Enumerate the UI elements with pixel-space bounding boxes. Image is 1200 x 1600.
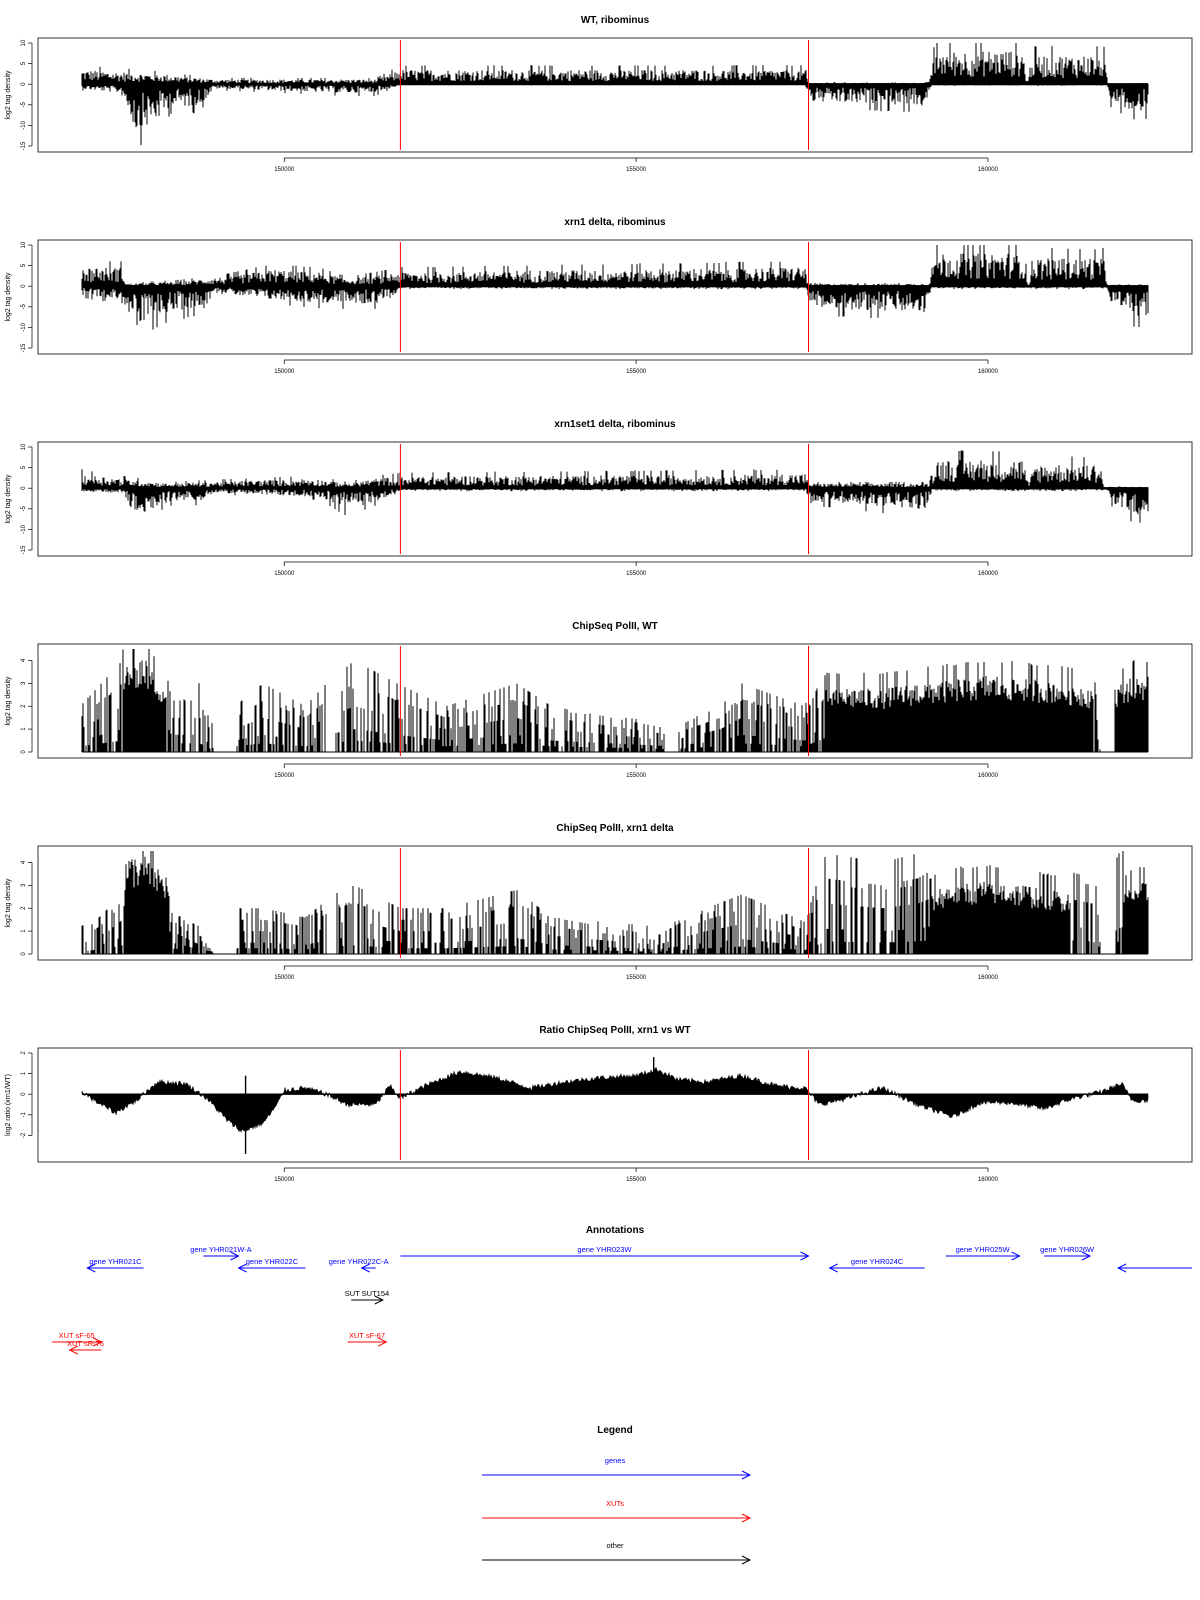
y-axis-label: log2 ratio (xrn1/WT) <box>5 1074 12 1136</box>
x-tick-label: 160000 <box>977 773 998 779</box>
plot-frame <box>38 240 1192 354</box>
y-tick-label: -5 <box>21 102 27 108</box>
x-tick-label: 155000 <box>626 167 647 173</box>
legend-title: Legend <box>597 1425 633 1436</box>
plus-strand-bars <box>82 245 1148 286</box>
y-tick-label: 0 <box>21 1092 27 1096</box>
y-tick-label: 0 <box>21 486 27 490</box>
x-axis <box>274 360 998 375</box>
x-tick-label: 155000 <box>626 369 647 375</box>
y-tick-label: 0 <box>21 284 27 288</box>
annotations-title: Annotations <box>585 1225 645 1236</box>
y-axis-label: log2 tag density <box>5 272 12 322</box>
y-tick-label: 0 <box>21 82 27 86</box>
y-axis <box>5 1051 32 1138</box>
y-tick-label: 5 <box>21 61 27 66</box>
y-tick-label: 2 <box>21 1051 27 1055</box>
feature-label: XUT sF-65 <box>58 1331 95 1340</box>
y-tick-label: 1 <box>21 929 27 933</box>
plot-frame <box>38 38 1192 152</box>
density-bars <box>82 851 1148 954</box>
data-ratio-xrn1-wt <box>82 1057 1148 1154</box>
panel-xrn1-ribominus <box>5 217 1192 375</box>
feature-label: XUT sF-67 <box>348 1331 386 1340</box>
x-tick-label: 155000 <box>626 1177 647 1183</box>
panel-title: ChipSeq PolII, xrn1 delta <box>556 823 674 834</box>
plus-strand-bars <box>82 43 1148 84</box>
gene-feature <box>87 1257 143 1272</box>
panel-title: ChipSeq PolII, WT <box>572 621 658 632</box>
x-tick-label: 150000 <box>274 571 295 577</box>
feature-label: gene YHR024C <box>850 1257 904 1266</box>
y-tick-label: -10 <box>21 121 27 130</box>
data-chipseq-wt <box>82 649 1148 752</box>
x-tick-label: 150000 <box>274 1177 295 1183</box>
y-axis-label: log2 tag density <box>5 878 12 928</box>
legend-item <box>482 1541 750 1564</box>
feature-label: gene YHR022C <box>245 1257 299 1266</box>
y-tick-label: -5 <box>21 304 27 310</box>
track-panels <box>5 15 1192 1183</box>
gene-feature <box>239 1257 306 1272</box>
minus-strand-bars <box>82 286 1148 329</box>
feature-label: gene YHR023W <box>577 1245 632 1254</box>
panel-title: xrn1 delta, ribominus <box>564 217 666 228</box>
ratio-area <box>82 1068 1148 1132</box>
y-axis-label: log2 tag density <box>5 676 12 726</box>
y-tick-label: 0 <box>21 952 27 956</box>
panel-title: xrn1set1 delta, ribominus <box>554 419 676 430</box>
x-tick-label: 155000 <box>626 773 647 779</box>
legend-item <box>482 1456 750 1479</box>
feature-label: gene YHR021C <box>89 1257 142 1266</box>
x-tick-label: 155000 <box>626 975 647 981</box>
plus-strand-bars <box>82 450 1148 488</box>
legend <box>482 1425 750 1564</box>
x-tick-label: 160000 <box>977 369 998 375</box>
xut-feature <box>67 1339 104 1354</box>
y-tick-label: -2 <box>21 1132 27 1139</box>
x-tick-label: 150000 <box>274 773 295 779</box>
x-tick-label: 150000 <box>274 369 295 375</box>
annotation-track <box>52 1225 1192 1354</box>
y-tick-label: 3 <box>21 883 27 888</box>
y-axis <box>5 860 32 956</box>
x-tick-label: 160000 <box>977 167 998 173</box>
y-tick-label: 2 <box>21 704 27 708</box>
legend-label: other <box>606 1541 624 1550</box>
y-tick-label: -10 <box>21 525 27 534</box>
legend-arrow <box>482 1556 750 1564</box>
feature-label: XUT sR-76 <box>67 1339 104 1348</box>
x-tick-label: 160000 <box>977 571 998 577</box>
data-xrn1-ribominus <box>82 245 1148 330</box>
y-axis <box>5 241 32 352</box>
x-axis <box>274 764 998 779</box>
panel-chipseq-wt <box>5 621 1192 779</box>
y-tick-label: 10 <box>21 39 27 47</box>
y-tick-label: 5 <box>21 263 27 268</box>
feature-label: gene YHR022C-A <box>328 1257 389 1266</box>
y-tick-label: 10 <box>21 241 27 249</box>
y-tick-label: -15 <box>21 343 27 353</box>
y-tick-label: 3 <box>21 681 27 686</box>
minus-strand-bars <box>82 488 1148 522</box>
gene-feature <box>190 1245 251 1260</box>
x-tick-label: 155000 <box>626 571 647 577</box>
panel-xrn1set1-ribominus <box>5 419 1192 577</box>
y-tick-label: 0 <box>21 750 27 754</box>
feature-label: gene YHR025W <box>955 1245 1010 1254</box>
y-tick-label: 4 <box>21 658 27 663</box>
y-tick-label: -10 <box>21 323 27 332</box>
x-tick-label: 160000 <box>977 1177 998 1183</box>
x-tick-label: 160000 <box>977 975 998 981</box>
y-axis <box>5 39 32 150</box>
x-axis <box>274 1168 998 1183</box>
y-tick-label: -15 <box>21 545 27 555</box>
gene-feature <box>946 1245 1020 1260</box>
legend-arrow <box>482 1514 750 1522</box>
gene-feature <box>1040 1245 1095 1260</box>
feature-label: gene YHR021W-A <box>190 1245 252 1254</box>
panel-wt-ribominus <box>5 15 1192 173</box>
legend-label: genes <box>604 1456 626 1465</box>
y-axis <box>5 443 32 554</box>
y-axis <box>5 658 32 754</box>
feature-label: SUT SUT154 <box>344 1289 390 1298</box>
feature-arrow <box>1118 1264 1192 1272</box>
gene-feature <box>830 1257 925 1272</box>
panel-ratio-xrn1-wt <box>5 1025 1192 1183</box>
panel-title: Ratio ChipSeq PolII, xrn1 vs WT <box>539 1025 691 1036</box>
y-tick-label: -1 <box>21 1112 27 1118</box>
y-axis-label: log2 tag density <box>5 70 12 120</box>
xut-feature <box>348 1331 387 1346</box>
minus-strand-bars <box>82 84 1148 145</box>
y-tick-label: 1 <box>21 1071 27 1076</box>
gene-feature <box>329 1257 389 1272</box>
feature-label: gene YHR026W <box>1040 1245 1095 1254</box>
other-feature <box>345 1289 389 1304</box>
data-xrn1set1-ribominus <box>82 450 1148 522</box>
legend-arrow <box>482 1471 750 1479</box>
plot-frame <box>38 442 1192 556</box>
gene-feature <box>1118 1264 1192 1272</box>
y-tick-label: -5 <box>21 506 27 512</box>
legend-label: XUTs <box>606 1499 624 1508</box>
density-bars <box>82 649 1148 752</box>
x-tick-label: 150000 <box>274 167 295 173</box>
y-tick-label: 10 <box>21 443 27 451</box>
gene-feature <box>400 1245 808 1260</box>
x-axis <box>274 158 998 173</box>
y-tick-label: 4 <box>21 860 27 865</box>
y-tick-label: 2 <box>21 906 27 910</box>
panel-title: WT, ribominus <box>580 15 650 26</box>
y-tick-label: 1 <box>21 727 27 731</box>
x-axis <box>274 562 998 577</box>
data-wt-ribominus <box>82 43 1148 145</box>
x-axis <box>274 966 998 981</box>
x-tick-label: 150000 <box>274 975 295 981</box>
legend-item <box>482 1499 750 1522</box>
y-tick-label: 5 <box>21 465 27 470</box>
y-axis-label: log2 tag density <box>5 474 12 524</box>
panel-chipseq-xrn1 <box>5 823 1192 981</box>
y-tick-label: -15 <box>21 141 27 151</box>
data-chipseq-xrn1 <box>82 851 1148 954</box>
